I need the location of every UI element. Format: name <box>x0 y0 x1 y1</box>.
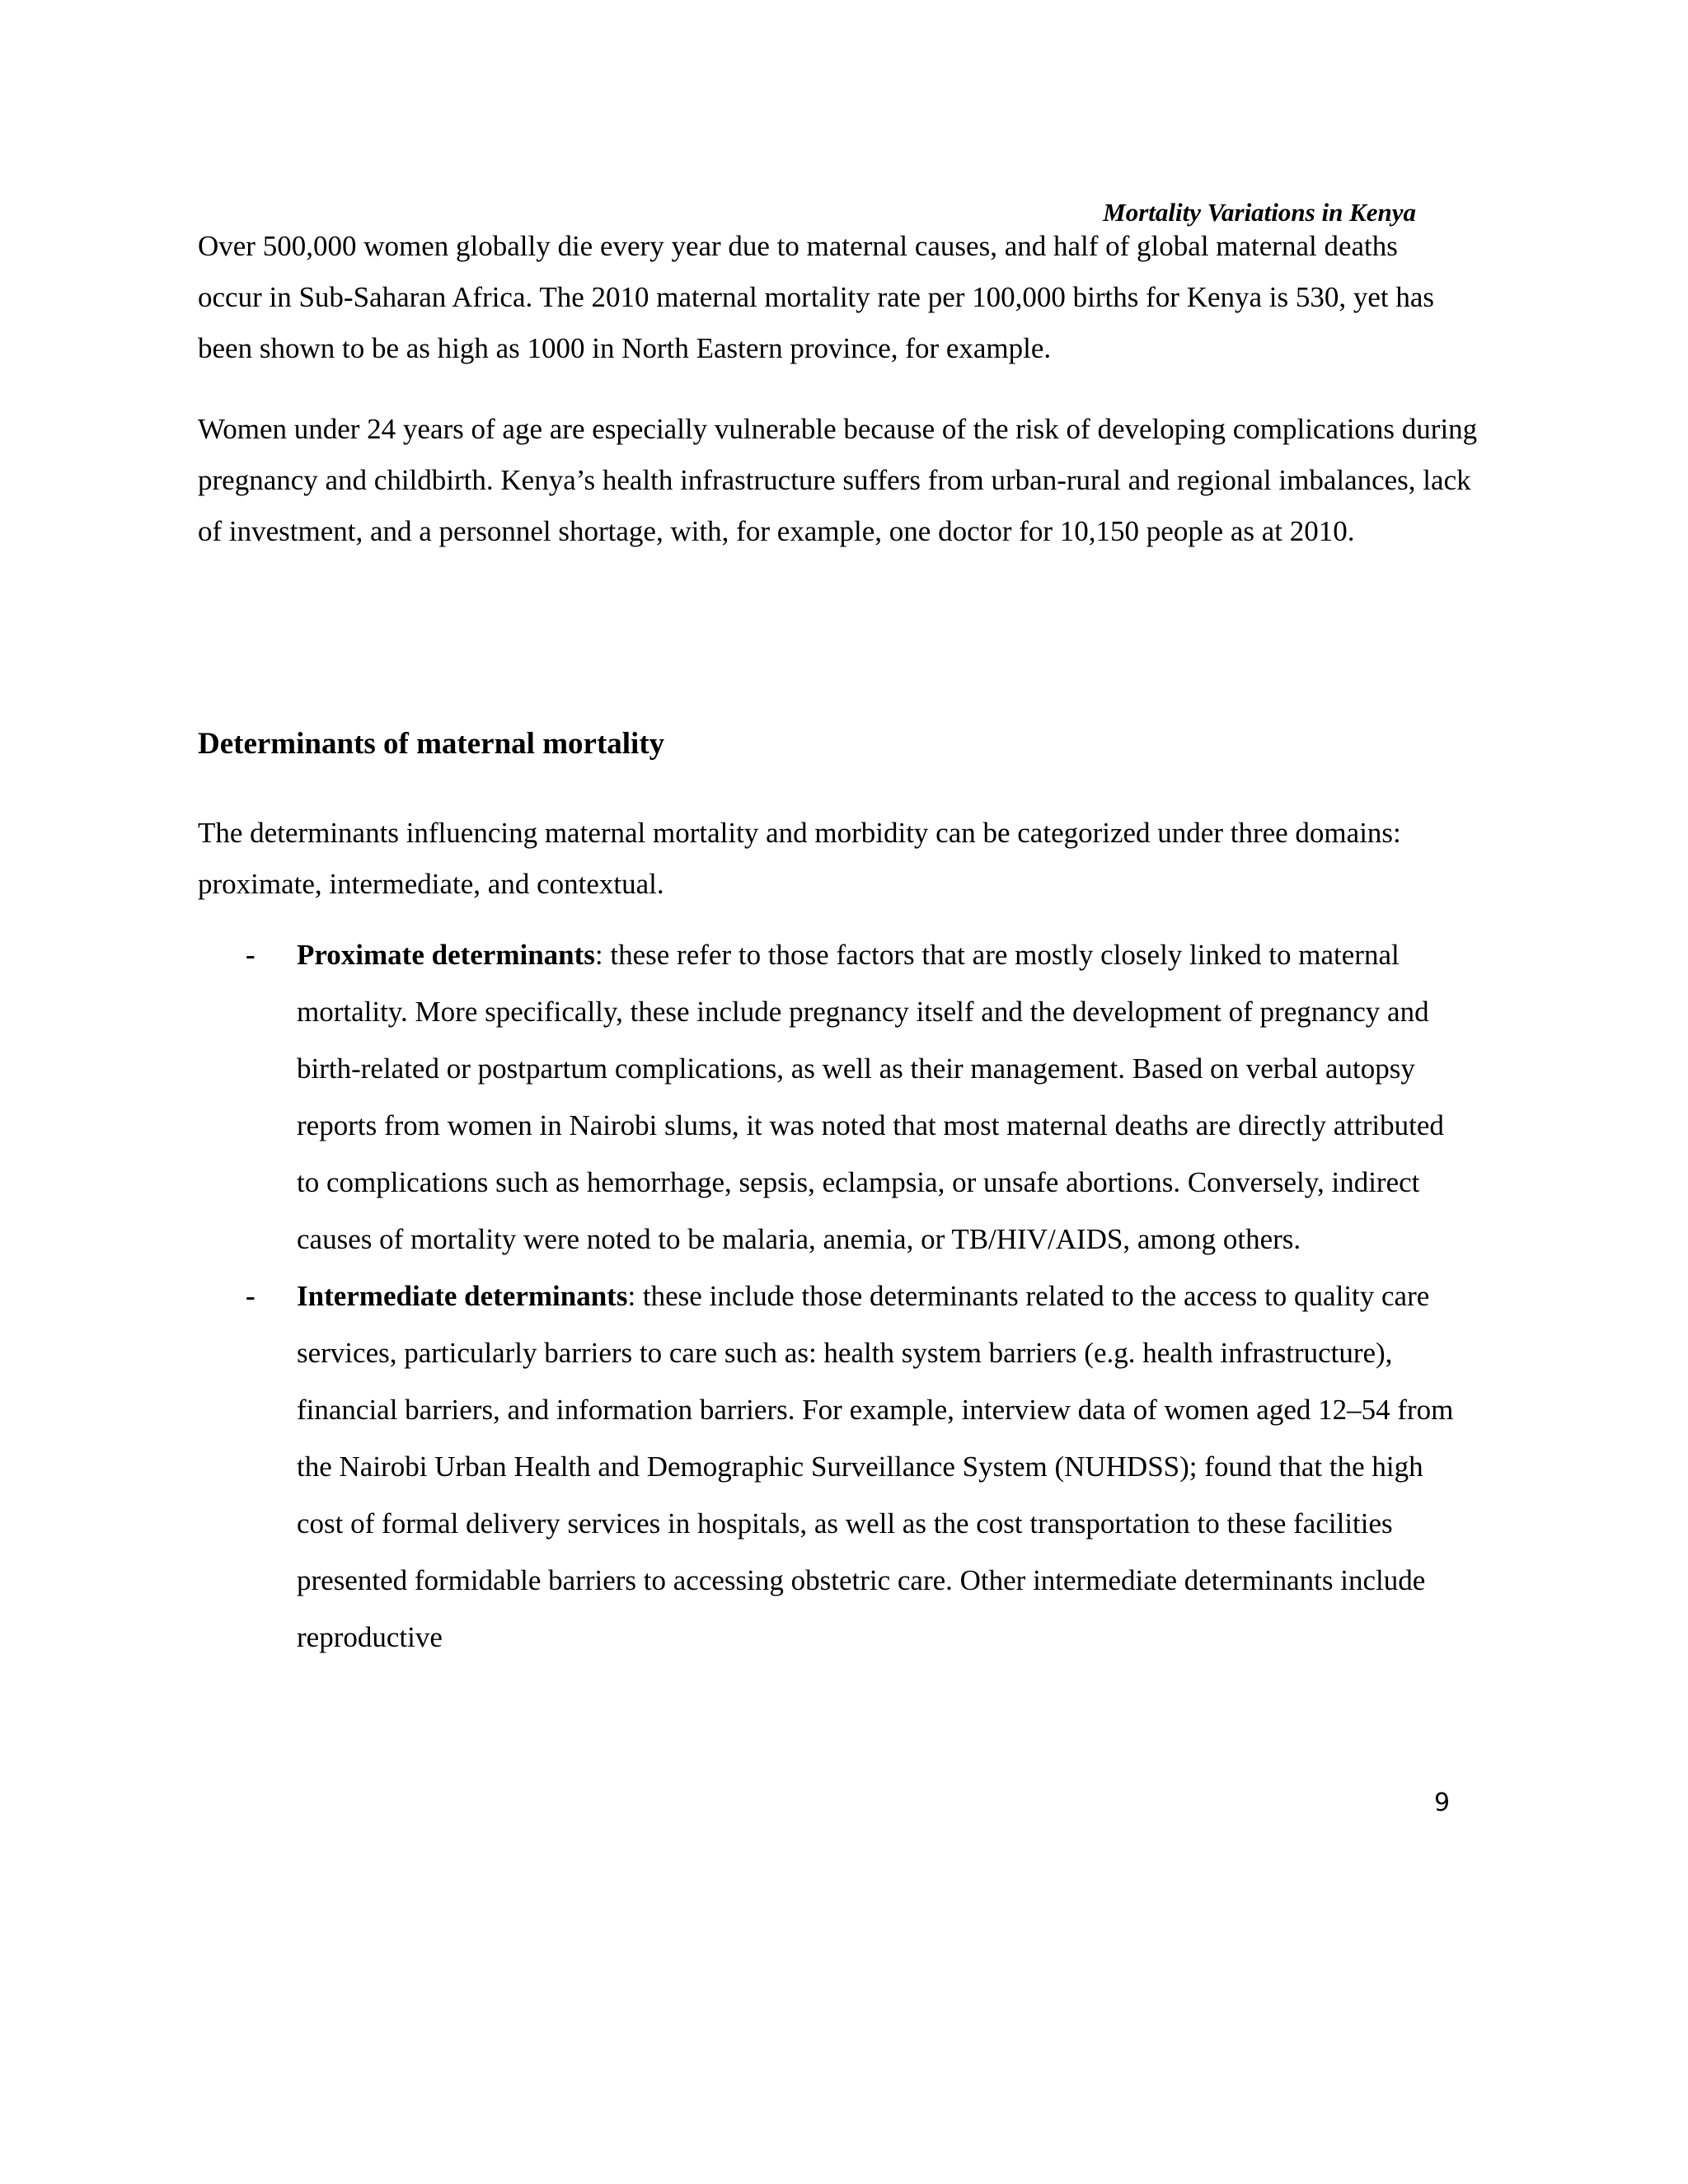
page-number: 9 <box>1434 1788 1451 1817</box>
bullet-dash: - <box>246 939 256 971</box>
determinants-list <box>198 926 1484 1666</box>
section-intro: The determinants influencing maternal mortality and morbidity can be categorized under three domains: proximate, intermediate, and contextual. <box>198 817 1401 900</box>
bullet-dash: - <box>246 1280 256 1312</box>
bullet-term: Intermediate determinants <box>297 1280 628 1312</box>
paragraph-young-women: Women under 24 years of age are especially vulnerable because of the risk of developing complications during pregnancy and childbirth. Kenya’s health infrastructure suffers from urban-rural and regional imbalances, lack of investment, and a personnel shortage, with, for example, one doctor for 10,150 people as at 2010. <box>198 413 1478 547</box>
paragraph-maternal-deaths: Over 500,000 women globally die every year due to maternal causes, and half of global maternal deaths occur in Sub-Saharan Africa. The 2010 maternal mortality rate per 100,000 births for Kenya is 530, yet has been shown to be as high as 1000 in North Eastern province, for example. <box>198 230 1435 364</box>
bullet-term: Proximate determinants <box>297 939 595 971</box>
list-item-intermediate <box>198 1268 1459 1666</box>
bullet-text: : these refer to those factors that are mostly closely linked to maternal mortality. More specifically, these include pregnancy itself and the development of pregnancy and birth-related or postpartum complications, as well as their management. Based on verbal autopsy reports from women in Nairobi slums, it was noted that most maternal deaths are directly attributed to complications such as hemorrhage, sepsis, eclampsia, or unsafe abortions. Conversely, indirect causes of mortality were noted to be malaria, anemia, or TB/HIV/AIDS, among others. <box>297 939 1444 1255</box>
bullet-text: : these include those determinants related to the access to quality care services, particularly barriers to care such as: health system barriers (e.g. health infrastructure), financial barriers, and information barriers. For example, interview data of women aged 12–54 from the Nairobi Urban Health and Demographic Surveillance System (NUHDSS); found that the high cost of formal delivery services in hospitals, as well as the cost transportation to these facilities presented formidable barriers to accessing obstetric care. Other intermediate determinants include reproductive <box>297 1280 1454 1653</box>
list-item-proximate <box>198 926 1459 1268</box>
section-heading: Determinants of maternal mortality <box>198 727 665 761</box>
running-header: Mortality Variations in Kenya <box>1103 198 1416 227</box>
